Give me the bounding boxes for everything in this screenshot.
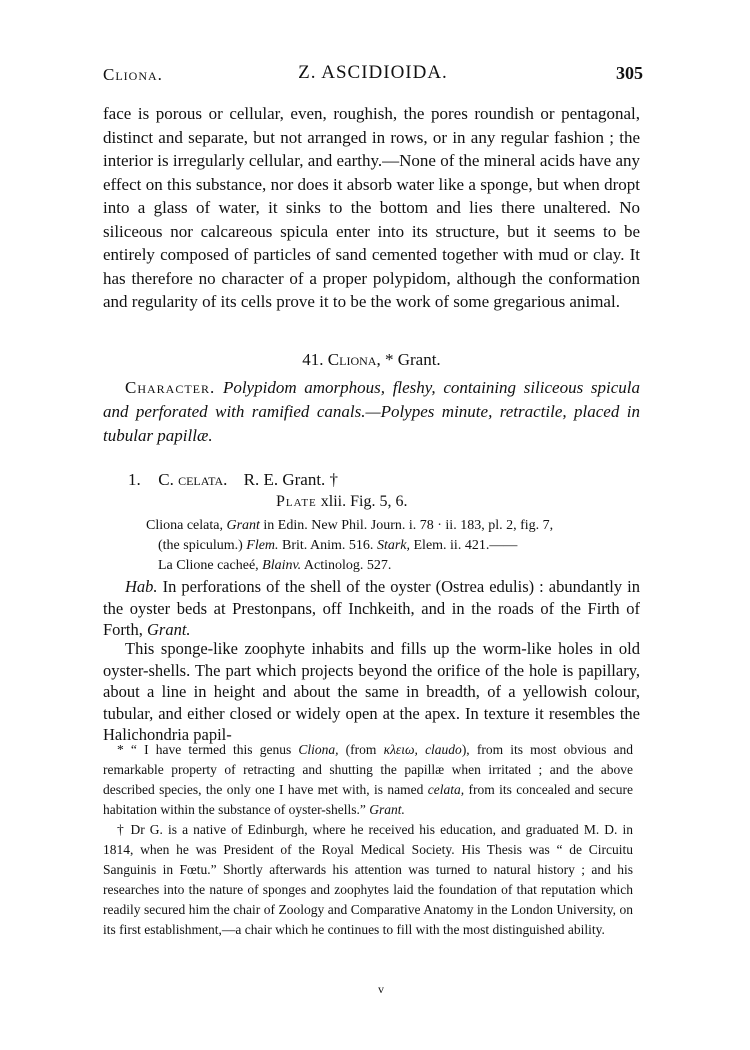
genus-heading [103,350,640,370]
fn-text: ), from its most obvious and remarkable property of retracting and shutting the papillæ when irritated ; and the above described species, the only one I have met with, is named [103,742,634,797]
signature-mark: v [378,982,384,996]
fn-text: * “ I have termed this genus [117,742,299,757]
species-authority: R. E. Grant. † [243,470,339,489]
plate-label: Plate [276,493,317,510]
syn-text: Elem. ii. 421.—— [410,538,518,553]
synonymy-line [146,516,640,536]
syn-author: Blainv. [262,558,302,573]
running-head-center: Z. ASCIDIOIDA. [298,62,448,83]
fn-italic: κλειω, claudo [383,742,462,757]
synonymy-line [146,556,640,576]
plate-ref: xlii. Fig. 5, 6. [320,493,408,510]
syn-text: Actinolog. 527. [301,558,392,573]
running-head-left: Cliona. [103,65,163,84]
habitat-paragraph [103,576,640,641]
character-definition: Polypidom amorphous, fleshy, containing siliceous spicula and perforated with ramified canals.—Polypes minute, retractile, placed in tubular papillæ. [103,378,640,445]
syn-text: (the spiculum.) [158,538,247,553]
habitat-label: Hab. [125,577,158,596]
page-number: 305 [616,63,643,83]
synonymy [146,516,640,576]
intro-text: face is porous or cellular, even, roughish, the pores roundish or pentagonal, distinct and separate, but not arranged in rows, or in any regular fashion ; the interior is irregularly cellular, and earthy.—None of the mineral acids have any effect on this substance, nor does it absorb water like a sponge, but when dropt into a glass of water, it sinks to the bottom and lies there unaltered. No siliceous nor calcareous spicula enter into its structure, but it seems to be entirely composed of particles of sand cemented together with mud or clay. It has therefore no character of a proper polypidom, although the conformation and regularity of its cells prove it to be the work of some gregarious animal. [103,104,640,311]
syn-text: Brit. Anim. 516. [278,538,377,553]
syn-author: Grant [226,518,260,533]
genus-number: 41. [302,350,324,369]
syn-author: Flem. [246,538,279,553]
footnote-2: † Dr G. is a native of Edinburgh, where he received his education, and graduated M. D. in 1814, when he was President of the Royal Medical Society. His Thesis was “ de Circuitu Sanguinis in Fœtu.” Shortly afterwards his attention was turned to natural history ; and his researches into the nature of sponges and zoophytes laid the foundation of that reputation which readily secured him the chair of Zoology and Comparative Anatomy in the London University, on its first establishment,—a chair which he continues to fill with the most distinguished ability. [103,822,633,937]
genus-name: Cliona, [327,350,381,369]
species-name: C. celata. [158,470,228,489]
syn-text: in Edin. New Phil. Journ. i. 78 · ii. 183, pl. 2, fig. 7, [259,518,554,533]
fn-italic: Grant. [369,802,405,817]
fn-text: (from [338,742,384,757]
description-paragraph [103,638,640,746]
syn-author: Stark, [376,538,410,553]
syn-text: Cliona celata, [146,518,227,533]
fn-italic: celata, [427,782,465,797]
fn-italic: Cliona, [298,742,339,757]
character-label: Character. [125,378,216,397]
footnotes [103,740,633,940]
running-head [103,62,643,88]
plate-reference [276,493,407,511]
habitat-text: In perforations of the shell of the oyster (Ostrea edulis) : abundantly in the oyster beds at Prestonpans, off Inchkeith, and in the roads of the Firth of Forth, [103,577,640,639]
genus-authority: * Grant. [384,350,441,369]
synonymy-line [146,536,640,556]
species-number: 1. [128,470,141,489]
footnote-1 [103,740,633,820]
species-heading [128,470,640,490]
description-text: This sponge-like zoophyte inhabits and fills up the worm-like holes in old oyster-shells. The part which projects beyond the orifice of the hole is papillary, about a line in height and about the same in breadth, of a yellowish colour, tubular, and either closed or widely open at the apex. In texture it resembles the Halichondria papil- [103,639,640,744]
habitat-source: Grant. [147,620,191,639]
syn-text: La Clione cacheé, [158,558,263,573]
intro-paragraph [103,102,640,314]
genus-character [103,376,640,448]
fn-text: from its concealed and secure habitation within the substance of oyster-shells.” [103,782,633,817]
